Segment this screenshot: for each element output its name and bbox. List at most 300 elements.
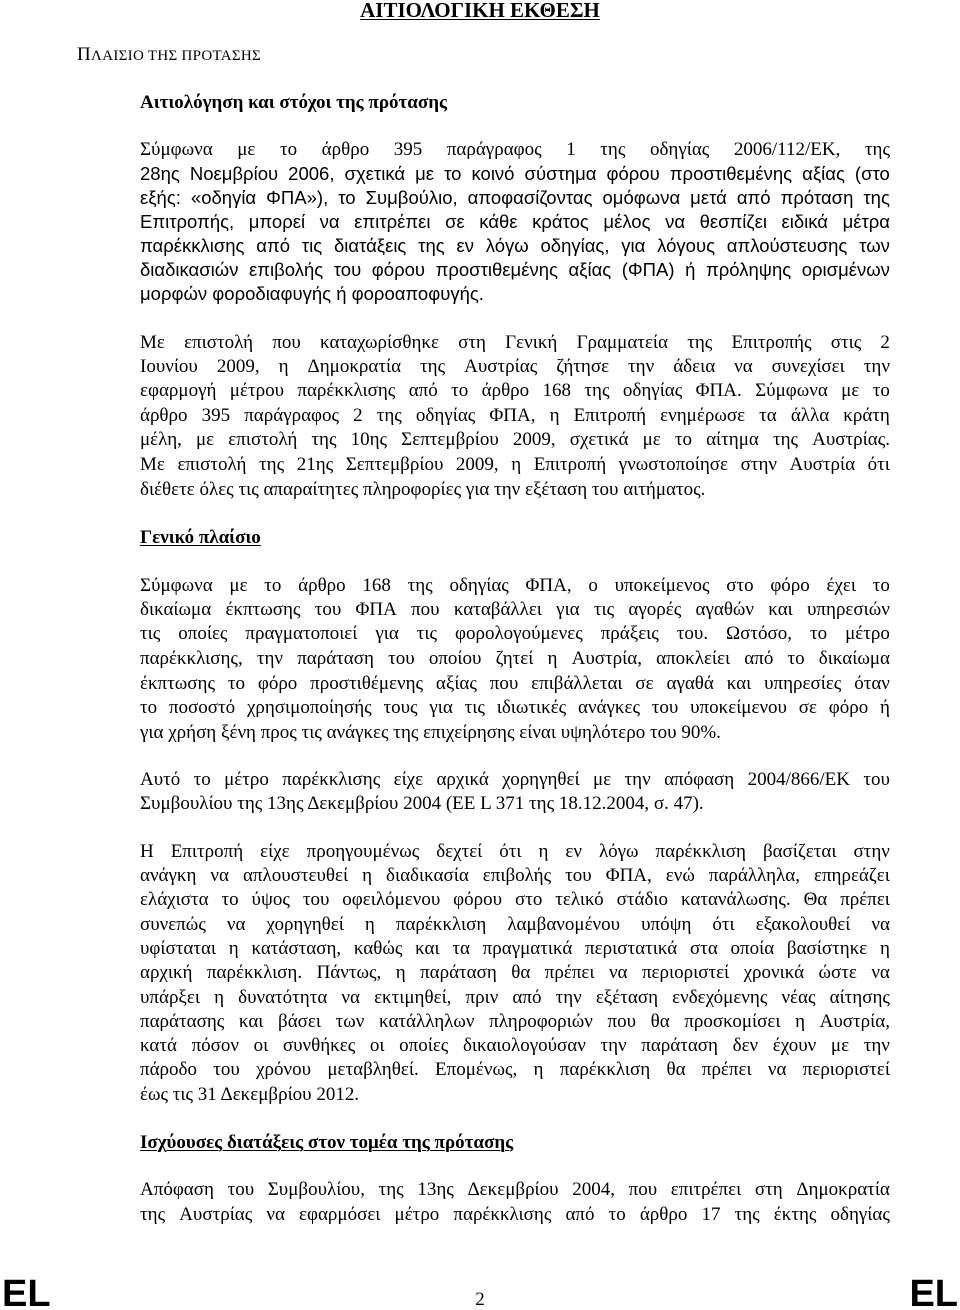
word: Σύμφωνα [140, 575, 213, 596]
word: ενώ [665, 865, 695, 886]
word: ιδιωτικές [496, 697, 567, 718]
word: Με [140, 454, 165, 475]
word: ότι [712, 914, 735, 935]
word: φόρο [257, 673, 298, 694]
word: (στο [854, 163, 890, 184]
word: ΦΠΑ»), [266, 187, 329, 208]
word: Δημοκρατία [796, 1179, 890, 1200]
word: θα [511, 962, 531, 983]
word: πριν [465, 987, 499, 1008]
word: Επιτροπή [170, 841, 244, 862]
word: 2009, [216, 356, 260, 377]
paragraph-line [140, 768, 890, 792]
word: υποκείμενου [690, 697, 787, 718]
word: παράγραφος [244, 405, 340, 426]
word: τελικό [555, 889, 604, 910]
word: επιτρέπει [354, 211, 431, 232]
word: σε [798, 697, 817, 718]
word: Γραμματεία [576, 332, 668, 353]
word: με [841, 380, 860, 401]
word: επιβολής [249, 259, 324, 280]
word: παράταση [420, 962, 497, 983]
paragraph-line [140, 913, 890, 937]
word: της [420, 356, 446, 377]
word: κατάλληλων [379, 1011, 475, 1032]
word: εφαρμόσει [299, 1204, 381, 1225]
word: Επιτροπής [731, 332, 812, 353]
word: το [787, 648, 805, 669]
word: δεχτεί [436, 841, 483, 862]
word: το [193, 769, 211, 790]
word: λόγω [598, 841, 639, 862]
section-heading: ΠΛΑΙΣΙΟ ΤΗΣ ΠΡΟΤΑΣΗΣ [77, 44, 262, 65]
paragraph-line [140, 428, 890, 452]
word: ζητεί [495, 648, 534, 669]
paragraph-line: έως τις 31 Δεκεμβρίου 2012. [140, 1084, 360, 1105]
word: θεσπίζει [699, 211, 767, 232]
word: κάθε [479, 211, 518, 232]
word: στις [830, 332, 862, 353]
word: της [311, 429, 337, 450]
word: εν [565, 841, 582, 862]
word: από [736, 187, 771, 208]
word: φόρο [828, 697, 869, 718]
word: λαμβανομένου [507, 914, 621, 935]
word: να [226, 914, 246, 935]
word: στο [514, 889, 543, 910]
word: υπάρξει [140, 987, 200, 1008]
word: «οδηγία [190, 187, 257, 208]
word: οι [253, 1035, 269, 1056]
word: οδηγίας [830, 1204, 890, 1225]
paragraph-line [140, 696, 890, 720]
word: παρέκκλιση [655, 841, 746, 862]
word: η [228, 938, 239, 959]
word: Αυστρία, [819, 1011, 890, 1032]
word: έκπτωσης [140, 673, 215, 694]
word: 2009, [455, 454, 499, 475]
word: πρέπει [701, 1059, 752, 1080]
paragraph-line [140, 1034, 890, 1058]
footer-language-code-right: EL [909, 1273, 958, 1310]
word: από [744, 648, 774, 669]
word: για [556, 599, 580, 620]
word: δικαίωμα [140, 599, 212, 620]
word: προστιθέμενης [310, 673, 424, 694]
word: στην [740, 454, 777, 475]
word: εν [456, 235, 474, 256]
word: από [565, 1204, 595, 1225]
word: την [628, 356, 655, 377]
word: Σεπτεμβρίου [345, 454, 444, 475]
word: της [418, 235, 445, 256]
word: το [451, 380, 469, 401]
paragraph-line [140, 888, 890, 912]
word: Αυστρία [789, 454, 856, 475]
word: οδηγίας, [540, 235, 610, 256]
word: Επιτροπή [573, 405, 647, 426]
word: φόρο [770, 575, 810, 596]
word: θα [666, 1059, 686, 1080]
word: απλούστευσης [726, 235, 848, 256]
word: επιστολή [228, 429, 298, 450]
word: που [411, 599, 440, 620]
word: αποκλείει [656, 648, 731, 669]
word: να [767, 1059, 787, 1080]
word: τα [759, 405, 777, 426]
word: οι [369, 1035, 385, 1056]
document-title: ΑΙΤΙΟΛΟΓΙΚΗ ΕΚΘΕΣΗ [360, 0, 600, 22]
word: βάσει [278, 1011, 322, 1032]
word: στη [754, 1179, 783, 1200]
word: παράγραφος [446, 139, 542, 160]
word: η [214, 987, 225, 1008]
word: η [547, 648, 558, 669]
word: αγαθά [666, 673, 714, 694]
word: αίτημα [706, 429, 759, 450]
word: το [608, 1204, 626, 1225]
word: ο [588, 575, 598, 596]
word: της [140, 1204, 166, 1225]
word: ΦΠΑ [355, 599, 397, 620]
word: να [665, 211, 686, 232]
word: Επομένως, [435, 1059, 518, 1080]
word: 168 [542, 380, 572, 401]
word: να [871, 962, 890, 983]
word: 2004, [572, 1179, 615, 1200]
word: να [341, 987, 360, 1008]
word: υποκείμενος [614, 575, 710, 596]
word: ότι [499, 841, 522, 862]
word: να [734, 356, 753, 377]
word: πραγματοποιεί [245, 623, 358, 644]
word: της [863, 187, 890, 208]
word: που [628, 1179, 658, 1200]
word: η [533, 1059, 544, 1080]
word: απλουστευθεί [242, 865, 349, 886]
word: Ιουνίου [140, 356, 198, 377]
word: στάδιο [616, 889, 669, 910]
word: συνεπώς [140, 914, 206, 935]
word: ομόφωνα [602, 187, 681, 208]
word: παράταση [297, 648, 374, 669]
word: την [256, 648, 284, 669]
word: στα [689, 938, 718, 959]
word: και [726, 673, 752, 694]
paragraph-line [140, 210, 890, 234]
word: οποίες [178, 623, 228, 644]
word: της [600, 139, 626, 160]
word: Η [140, 841, 154, 862]
word: ειδικά [781, 211, 828, 232]
word: επιστολή [184, 332, 254, 353]
paragraph-line [140, 986, 890, 1010]
word: υφίσταται [140, 938, 217, 959]
word: της [584, 380, 610, 401]
word: κοινό [471, 163, 515, 184]
word: επιβολής [482, 865, 552, 886]
word: κατάσταση, [251, 938, 342, 959]
word: Επιτροπής, [140, 211, 235, 232]
word: το [338, 187, 356, 208]
word: μέλη, [140, 429, 182, 450]
word: η [278, 356, 289, 377]
word: πραγματικά [482, 938, 573, 959]
word: της [772, 429, 799, 450]
word: αίτησης [829, 987, 890, 1008]
word: και [768, 599, 793, 620]
word: καταβάλλει [453, 599, 542, 620]
word: εξέταση [595, 987, 659, 1008]
word: σε [445, 211, 465, 232]
word: Πάντως, [316, 962, 382, 983]
word: άρθρο [321, 139, 370, 160]
word: με [642, 429, 661, 450]
word: στο [726, 575, 754, 596]
paragraph-line [140, 453, 890, 477]
word: η [538, 841, 549, 862]
word: το [809, 623, 828, 644]
word: προστιθεμένης [669, 163, 793, 184]
word: της [734, 1204, 760, 1225]
word: η [395, 962, 406, 983]
paragraph-line [140, 598, 890, 622]
word: 17 [701, 1204, 721, 1225]
word: Ωστόσο, [726, 623, 793, 644]
word: μεταβληθεί. [327, 1059, 419, 1080]
word: 2006/112/ΕΚ, [733, 139, 841, 160]
word: εκτιμηθεί, [374, 987, 452, 1008]
paragraph-line [140, 186, 890, 210]
word: οδηγίας [622, 380, 683, 401]
word: 2 [353, 405, 363, 426]
word: της [376, 405, 402, 426]
word: μετά [690, 187, 727, 208]
word: ΦΠΑ, [605, 865, 652, 886]
word: αγορές [628, 599, 682, 620]
paragraph-line: για χρήση ξένη προς τις ανάγκες της επιχείρησης είναι υψηλότερο του 90%. [140, 722, 721, 743]
word: και [415, 938, 440, 959]
word: 168 [362, 575, 391, 596]
word: σε [635, 673, 654, 694]
word: σύστημα [524, 163, 597, 184]
word: να [319, 211, 340, 232]
word: επηρεάζει [813, 865, 890, 886]
word: από [512, 987, 542, 1008]
paragraph-line [140, 379, 890, 403]
word: πρόταση [780, 187, 854, 208]
word: της [687, 332, 713, 353]
word: έχει [826, 575, 857, 596]
word: αρχική [140, 962, 193, 983]
paragraph-line: Συμβουλίου της 13ης Δεκεμβρίου 2004 (ΕΕ L 371 της 18.12.2004, σ. 47). [140, 793, 704, 814]
word: τα [452, 938, 470, 959]
word: εφαρμογή [140, 380, 217, 401]
word: που [272, 332, 301, 353]
word: παρέκκλισης [453, 1204, 552, 1225]
word: την [863, 1035, 890, 1056]
word: αποφασίζοντας [467, 187, 593, 208]
word: Επιτροπή [533, 454, 607, 475]
word: μέλος [603, 211, 651, 232]
word: του. [676, 623, 709, 644]
page-number: 2 [475, 1289, 485, 1310]
word: λόγω [485, 235, 529, 256]
word: Απόφαση [140, 1179, 214, 1200]
word: οποίου [428, 648, 482, 669]
word: διαδικασία [386, 865, 469, 886]
word: δυνατότητα [238, 987, 328, 1008]
word: να [871, 914, 890, 935]
word: πρόληψης [706, 259, 792, 280]
word: κατά [140, 1035, 177, 1056]
word: όταν [854, 673, 890, 694]
word: την [600, 1035, 627, 1056]
word: αξίας [802, 163, 845, 184]
word: στη [458, 332, 486, 353]
word: άρθρο [298, 575, 346, 596]
word: φόρου [371, 259, 426, 280]
word: και [238, 1011, 264, 1032]
word: την [863, 356, 890, 377]
word: του [863, 769, 890, 790]
word: χρονικά [743, 962, 805, 983]
word: μέτρο [394, 1204, 440, 1225]
word: παρέκκλισης [140, 235, 245, 256]
word: το [140, 697, 158, 718]
word: Σεπτεμβρίου [401, 429, 499, 450]
word: πάροδο [140, 1059, 197, 1080]
word: ανάγκη [140, 865, 197, 886]
word: ανάγκες [578, 697, 640, 718]
word: για [621, 235, 646, 256]
word: να [608, 962, 628, 983]
word: η [362, 865, 373, 886]
word: στην [853, 841, 890, 862]
word: άρθρο [140, 405, 188, 426]
word: υπόψη [641, 914, 692, 935]
paragraph-line: μορφών φοροδιαφυγής ή φοροαποφυγής. [140, 283, 484, 304]
word: τις [464, 697, 485, 718]
word: διατάξεις [333, 235, 407, 256]
word: με [237, 139, 256, 160]
word: ελάχιστα [140, 889, 209, 910]
general-context-heading: Γενικό πλαίσιο [140, 527, 261, 548]
word: αγαθών [695, 599, 755, 620]
word: 395 [393, 139, 423, 160]
word: μέτρου [229, 380, 284, 401]
word: θα [650, 1011, 670, 1032]
word: οδηγίας [649, 139, 710, 160]
word: να [210, 865, 229, 886]
word: την [624, 769, 651, 790]
word: η [364, 914, 375, 935]
word: άρθρο [481, 380, 530, 401]
paragraph-line [140, 1010, 890, 1034]
paragraph-line: διέθετε όλες τις απαραίτητες πληροφορίες για την εξέταση του αιτήματος. [140, 479, 706, 500]
word: του [227, 1179, 255, 1200]
word: 1 [566, 139, 576, 160]
word: ορισμένων [801, 259, 890, 280]
word: Αυστρίας. [812, 429, 890, 450]
word: μέτρο [224, 769, 269, 790]
word: φορολογούμενες [455, 623, 583, 644]
word: παρέκκλισης [297, 380, 396, 401]
word: παράταση [641, 1035, 718, 1056]
existing-provisions-heading: Ισχύουσες διατάξεις στον τομέα της πρότασης [140, 1132, 514, 1153]
paragraph-line [140, 672, 890, 696]
word: διαδικασιών [140, 259, 239, 280]
word: τις [301, 235, 323, 256]
word: παρέκκλισης [282, 769, 381, 790]
word: του [651, 697, 679, 718]
word: πληροφοριών [489, 1011, 593, 1032]
word: είχε [393, 769, 424, 790]
word: ή [880, 697, 890, 718]
word: δικαίωμα [818, 648, 890, 669]
word: οποία [730, 938, 775, 959]
word: την [555, 987, 582, 1008]
word: χορηγηθεί [502, 769, 580, 790]
word: 2004/866/ΕΚ [747, 769, 850, 790]
word: παρέκκλιση [559, 1059, 651, 1080]
word: Αυστρίας [464, 356, 538, 377]
word: των [335, 1011, 365, 1032]
paragraph-line [140, 622, 890, 646]
word: του [333, 259, 362, 280]
word: οδηγίας [415, 405, 476, 426]
word: κατανάλωσης. [680, 889, 791, 910]
word: καταχωρίσθηκε [320, 332, 439, 353]
word: Αυστρία, [571, 648, 642, 669]
word: της [378, 1179, 404, 1200]
word: Συμβούλιο, [365, 187, 458, 208]
word: ΦΠΑ, [525, 575, 572, 596]
word: Με [140, 332, 165, 353]
word: βασίζεται [762, 841, 837, 862]
word: πράξεις [600, 623, 659, 644]
word: Νοεμβρίου [189, 163, 279, 184]
word: Αυστρίας [179, 1204, 253, 1225]
word: με [229, 575, 248, 596]
paragraph-line [140, 1178, 890, 1202]
word: κράτη [843, 405, 890, 426]
word: το [872, 575, 890, 596]
word: παρέκκλιση. [206, 962, 303, 983]
word: τις [593, 599, 615, 620]
paragraph-line [140, 937, 890, 961]
word: 2006, [288, 163, 335, 184]
word: η [795, 1011, 806, 1032]
word: του [213, 1059, 240, 1080]
paragraph-line [140, 961, 890, 985]
word: να [266, 1204, 285, 1225]
word: για [375, 623, 399, 644]
word: (ΦΠΑ) [621, 259, 675, 280]
word: των [859, 235, 890, 256]
word: ύψος [251, 889, 290, 910]
word: Συμβουλίου, [267, 1179, 365, 1200]
word: μπορεί [248, 211, 306, 232]
word: από [408, 380, 438, 401]
word: παράτασης [140, 1011, 225, 1032]
word: η [511, 454, 522, 475]
word: έκπτωσης [225, 599, 301, 620]
rationale-heading: Αιτιολόγηση και στόχοι της πρότασης [140, 92, 448, 113]
word: χορηγηθεί [266, 914, 344, 935]
word: χρόνου [256, 1059, 312, 1080]
word: του [314, 599, 342, 620]
